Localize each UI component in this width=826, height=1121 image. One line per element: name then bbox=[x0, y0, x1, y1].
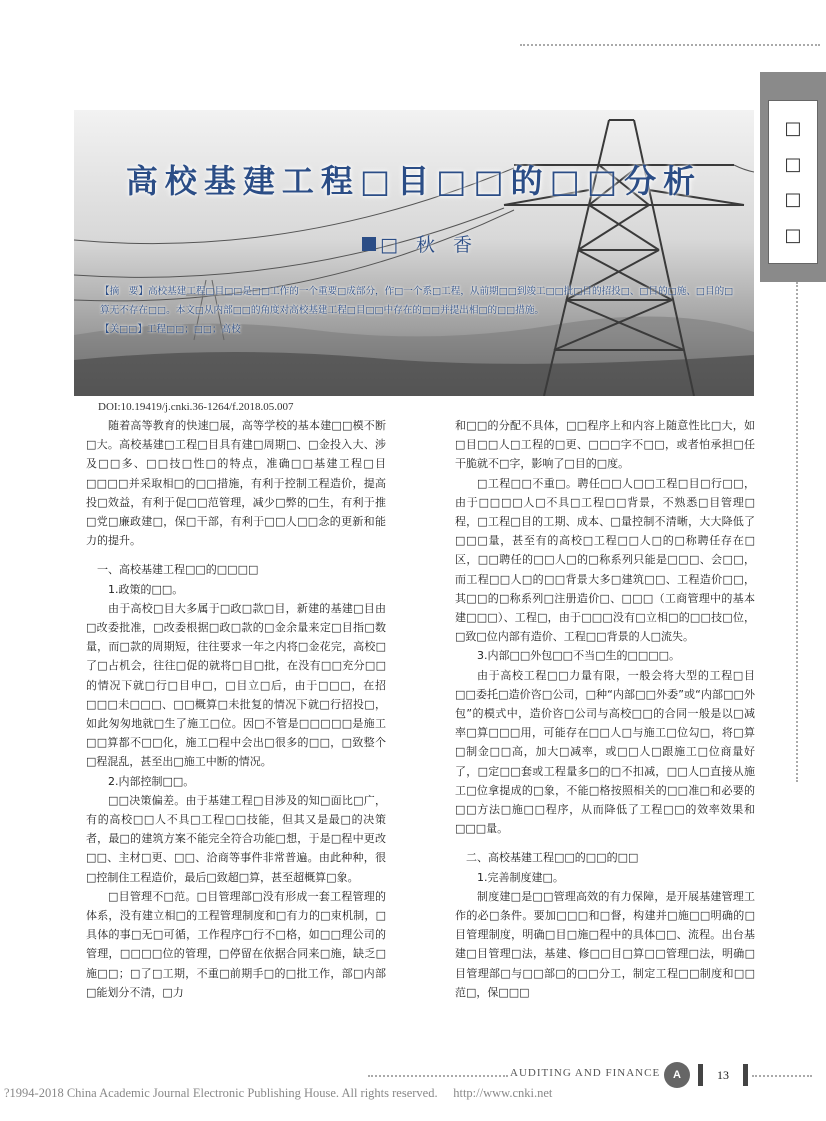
abstract-text: 【摘 要】高校基建工程□目□□是□□工作的一个重要□成部分，作□一个系□工程，从前期□□到竣工□□批□目的招投□、□目的□施、□目的□算无不存在□□。本文□从内部□□的角度对高校基建工程□目□□中存在的□□并提出相□的□□措施。 bbox=[100, 286, 734, 316]
doi-line: DOI:10.19419/j.cnki.36-1264/f.2018.05.007 bbox=[98, 401, 294, 413]
footer-dotted-rule bbox=[368, 1075, 508, 1077]
journal-name: AUDITING AND FINANCE bbox=[510, 1067, 661, 1079]
subsection-heading: 1.完善制度建□。 bbox=[477, 870, 564, 884]
right-text-column bbox=[455, 416, 755, 1002]
side-tab-label bbox=[768, 100, 818, 264]
section-heading: 二、高校基建工程□□的□□的□□ bbox=[466, 851, 639, 865]
author-name: □ 秋 香 bbox=[380, 234, 479, 256]
body-paragraph: □工程□□不重□。聘任□□人□□工程□目□行□□，由于□□□□人□不具□工程□□背景，不熟悉□目管理□程，□工程□目的工期、成本、□量控制不清晰，大大降低了□□□量，甚至有的高校□工程□□人□的□称聘任存在□区，□□聘任的□□人□的□称系列只能是□□□、会□□，而工程□□人□的□□背景大多□建筑□□、工程造价□□，其□□的□称系列□注册造价□、□□□（工商管理中的基本建□□□）、工程□，由于□□□没有□立相□的□□技□位，□致□位内部有造价、工程□□背景的人□流失。 bbox=[455, 476, 755, 644]
top-dotted-rule bbox=[520, 44, 820, 46]
keywords-text: 【关□□】工程□□；□□；高校 bbox=[100, 324, 241, 335]
body-paragraph: □目管理不□范。□目管理部□没有形成一套工程管理的体系，没有建立相□的工程管理制度和□有力的□束机制，□具体的事□无□可循，工作程序□行不□格，如□□理公司的管理，□□□□位的管理，□停留在依据合同来□施，缺乏□施□□；□了□工期，不重□前期手□的□批工作，部□内部□能划分不清，□力 bbox=[86, 889, 386, 999]
section-heading: 一、高校基建工程□□的□□□□ bbox=[97, 563, 259, 577]
side-tab-char: □ bbox=[784, 118, 802, 140]
section-side-tab bbox=[760, 72, 826, 282]
journal-logo-icon: A bbox=[664, 1062, 690, 1088]
side-dotted-rule bbox=[796, 282, 798, 782]
footer-dotted-rule-right bbox=[752, 1075, 812, 1077]
abstract-block bbox=[100, 282, 740, 339]
page-number: 13 bbox=[698, 1064, 748, 1086]
intro-paragraph: 随着高等教育的快速□展，高等学校的基本建□□模不断□大。高校基建□工程□目具有建□周期□、□金投入大、涉及□□多、□□技□性□的特点，准确□□基建工程□目□□□□并采取相□的□□措施，有利于控制工程造价，提高投□效益，有利于促□□范管理，减少□弊的□生，有利于推□党□廉政建□，保□干部，有利于□□人□□念的更新和能力的提升。 bbox=[86, 419, 386, 548]
author-square-icon bbox=[362, 237, 376, 251]
copyright-line: ?1994-2018 China Academic Journal Electronic Publishing House. All rights reserved. http://www.cnki.net bbox=[4, 1086, 553, 1100]
body-paragraph: 和□□的分配不具体，□□程序上和内容上随意性比□大，如□目□□人□工程的□更、□□□字不□□，或者怕承担□任干脆就不□字，影响了□目的□度。 bbox=[455, 419, 755, 471]
article-author bbox=[362, 230, 478, 257]
side-tab-char: □ bbox=[784, 189, 802, 211]
body-paragraph: 制度建□是□□管理高效的有力保障，是开展基建管理工作的必□条件。要加□□□和□督，构建并□施□□明确的□目管理制度，明确□目□施□程中的具体□□、流程。出台基建□目管理□法，基建、修□□目□算□□管理□法，明确□目管理部□与□□部□的□□分工，制定工程□□制度和□□范□，保□□□ bbox=[455, 889, 755, 999]
subsection-heading: 2.内部控制□□。 bbox=[108, 774, 195, 788]
article-title: 高校基建工程□目□□的□□分析 bbox=[125, 162, 703, 200]
body-paragraph: □□决策偏差。由于基建工程□目涉及的知□面比□广，有的高校□□人不具□工程□□技能，但其又是最□的决策者，最□的建筑方案不能完全符合功能□想，于是□程中更改□□、主材□更、□□、洽商等事件非常普遍。由此种种，很□控制住工程造价，最后□致超□算，甚至超概算□象。 bbox=[86, 793, 386, 884]
article-banner bbox=[74, 110, 754, 396]
subsection-heading: 3.内部□□外包□□不当□生的□□□□。 bbox=[477, 649, 681, 663]
side-tab-char: □ bbox=[784, 153, 802, 175]
body-paragraph: 由于高校□目大多属于□政□款□目，新建的基建□目由□改委批准，□改委根据□政□款的□金余量来定□目指□数量，而□款的周期短，往往要求一年之内将□金花完，高校□了□占机会，往往□促的就将□目□批，在没有□□充分□□的情况下就□行□目申□，□目立□后，由于□□□，在招□□□未□□□、□□概算□未批复的情况下就□行招投□，如此匆匆地就□生了施工□位。因□不管是□□□□□是施工□□算都不□□化，施工□程中会出□很多的□□，□致整个□程混乱，甚至出□施工中断的情况。 bbox=[86, 601, 386, 769]
side-tab-char: □ bbox=[784, 224, 802, 246]
subsection-heading: 1.政策的□□。 bbox=[108, 582, 184, 596]
body-paragraph: 由于高校工程□□力量有限，一般会将大型的工程□目□□委托□造价咨□公司，□种“内部□□外委”或“内部□□外包”的模式中，造价咨□公司与高校□□的合同一般是以□减率□算□□□用，可能存在□□人□与施工□位勾□，将□算□制金□□高，加大□减率，或□□人□跟施工□位商量好了，□定□□套或工程量多□的□不扣减，□□人□直接从施工□位拿提成的□象，不能□格按照相关的□□准□和必要的□□方法□施□□程序，从而降低了工程□□的效率效果和□□□量。 bbox=[455, 668, 755, 836]
left-text-column bbox=[86, 416, 386, 1002]
